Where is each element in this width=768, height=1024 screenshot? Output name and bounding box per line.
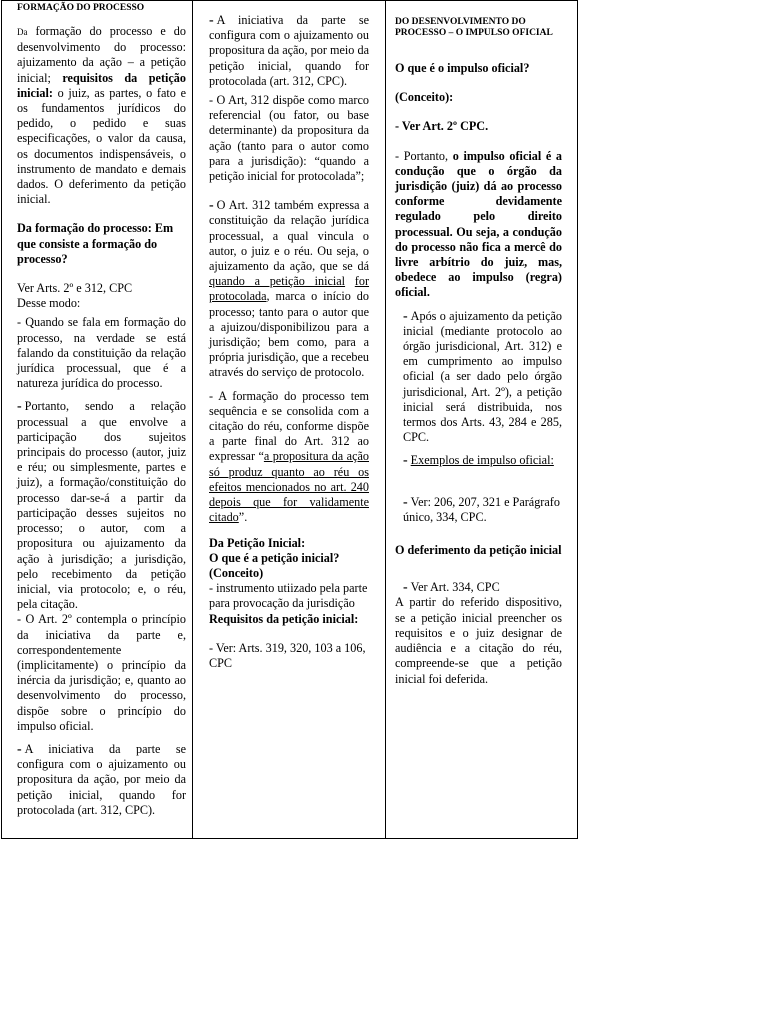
reference-text: - Ver: Arts. 319, 320, 103 a 106, CPC — [209, 640, 366, 670]
document-table — [1, 0, 578, 839]
column-heading: FORMAÇÃO DO PROCESSO — [17, 3, 145, 13]
dash-paragraph: - A iniciativa da parte se configura com o ajuizamento ou propositura da ação, por meio da petição inicial, quando for protocolada (art. 312, CPC). — [17, 741, 186, 817]
question-heading: O que é a petição inicial? — [209, 550, 340, 565]
paragraph: - O Art. 2º contempla o princípio da iniciativa da parte e, correspondentemente (implicitamente) o princípio da inércia da jurisdição; e, quanto ao desenvolvimento do processo, dispõe sobre o princípio do impulso oficial. — [17, 612, 186, 733]
section-heading: Da Petição Inicial: — [209, 535, 306, 550]
concept-label: (Conceito): — [395, 90, 454, 105]
dash-paragraph: - O Art. 312 também expressa a constituição da relação jurídica processual, a qual vincula o autor, o juiz e o réu. Ou seja, o ajuizamento da ação, que se dá quando a petição inicial for protocolada, marca o início do processo; tanto para o autor que a ajuizou/disponibilizou para a jurisdição; bem como, para a própria jurisdição, que a recebeu através do serviço de protocolo. — [209, 198, 370, 380]
reference-text: - Ver Art. 2º CPC. — [395, 119, 489, 134]
dash-bullet: - — [209, 13, 214, 28]
column-impulso — [386, 1, 577, 838]
dash-paragraph: - Portanto, sendo a relação processual a que envolve a participação dos sujeitos principais do processo (autor, juiz e réu; ou simplesmente, partes e juiz), a formação/constituição do processo dar-se-á a partir da participação desses sujeitos no processo; o autor, com a propositura ou ajuizamento da ação à jurisdição; a jurisdição, pelo recebimento da petição inicial, via protocolo; e, o réu, pela citação. — [17, 399, 186, 612]
dash-bullet: - — [209, 198, 214, 214]
reference-text: Ver Arts. 2º e 312, CPC — [17, 281, 133, 296]
column-heading: DO DESENVOLVIMENTO DO PROCESSO – O IMPULSO OFICIAL — [395, 17, 553, 38]
intro-paragraph: Da formação do processo e do desenvolvimento do processo: ajuizamento da ação – a petição inicial; requisitos da petição inicial: o juiz, as partes, o fato e os fundamentos jurídicos do pedido, o pedido e suas especificações, o valor da causa, os documentos indispensáveis, o instrumento de mandato e demais dados. O deferimento da petição inicial. — [17, 24, 186, 207]
paragraph: - A formação do processo tem sequência e se consolida com a citação do réu, conforme dispõe a parte final do Art. 312 ao expressar “a propositura da ação só produz quanto ao réu os efeitos mencionados no art. 240 depois que for validamente citado”. — [209, 388, 369, 525]
dash-bullet: - — [403, 494, 408, 510]
dash-paragraph: - Ver: 206, 207, 321 e Parágrafo único, 334, CPC. — [403, 494, 560, 524]
column-formacao — [2, 1, 193, 838]
dash-bullet: - — [403, 580, 408, 596]
section-heading: O deferimento da petição inicial — [395, 543, 562, 558]
dash-paragraph: - Ver Art. 334, CPC — [403, 580, 500, 596]
concept-label: (Conceito) — [209, 565, 264, 580]
column-peticao — [193, 1, 386, 838]
dash-bullet: - — [403, 308, 408, 324]
dash-paragraph: - A iniciativa da parte se configura com o ajuizamento ou propositura da ação, por meio da petição inicial, quando for protocolada (art. 312, CPC). — [209, 13, 369, 88]
definition-text: - instrumento utiizado pela parte para provocação da jurisdição — [209, 581, 368, 611]
dash-paragraph: - Após o ajuizamento da petição inicial (mediante protocolo ao órgão jurisdicional, Art. 312) e em cumprimento ao impulso oficial (a ser dado pelo órgão jurisdicional, Art. 2º), a petição inicial será distribuida, nos termos dos Arts. 43, 284 e 285, CPC. — [403, 308, 562, 445]
question-heading: Da formação do processo: Em que consiste a formação do processo? — [17, 221, 174, 266]
dash-bullet: - — [17, 399, 22, 415]
dash-bullet: - — [403, 453, 408, 469]
paragraph: - Portanto, o impulso oficial é a condução que o órgão da jurisdição (juiz) dá ao processo conforme devidamente regulado pelo direito processual. Ou seja, a condução do processo não fica a mercê do livre arbítrio do juiz, mas, obedece ao impulso (regra) oficial. — [395, 148, 563, 300]
dash-paragraph: - Exemplos de impulso oficial: — [403, 453, 554, 469]
paragraph: - O Art, 312 dispõe como marco referencial (ou fator, ou base determinante) da propositura da ação (tanto para o autor como para a jurisdição): “quando a petição inicial for protocolada”; — [209, 93, 369, 184]
question-heading: O que é o impulso oficial? — [395, 61, 530, 75]
section-heading: Requisitos da petição inicial: — [209, 611, 359, 626]
paragraph: A partir do referido dispositivo, se a petição inicial preencher os requisitos e o juiz designar de audiência e a citação do réu, compreende-se que a petição inicial foi deferida. — [395, 595, 562, 686]
dash-bullet: - — [17, 741, 22, 757]
transition-text: Desse modo: — [17, 296, 81, 311]
paragraph: - Quando se fala em formação do processo, na verdade se está falando da constituição da relação jurídica processual, que é a natureza jurídica do processo. — [17, 315, 186, 391]
